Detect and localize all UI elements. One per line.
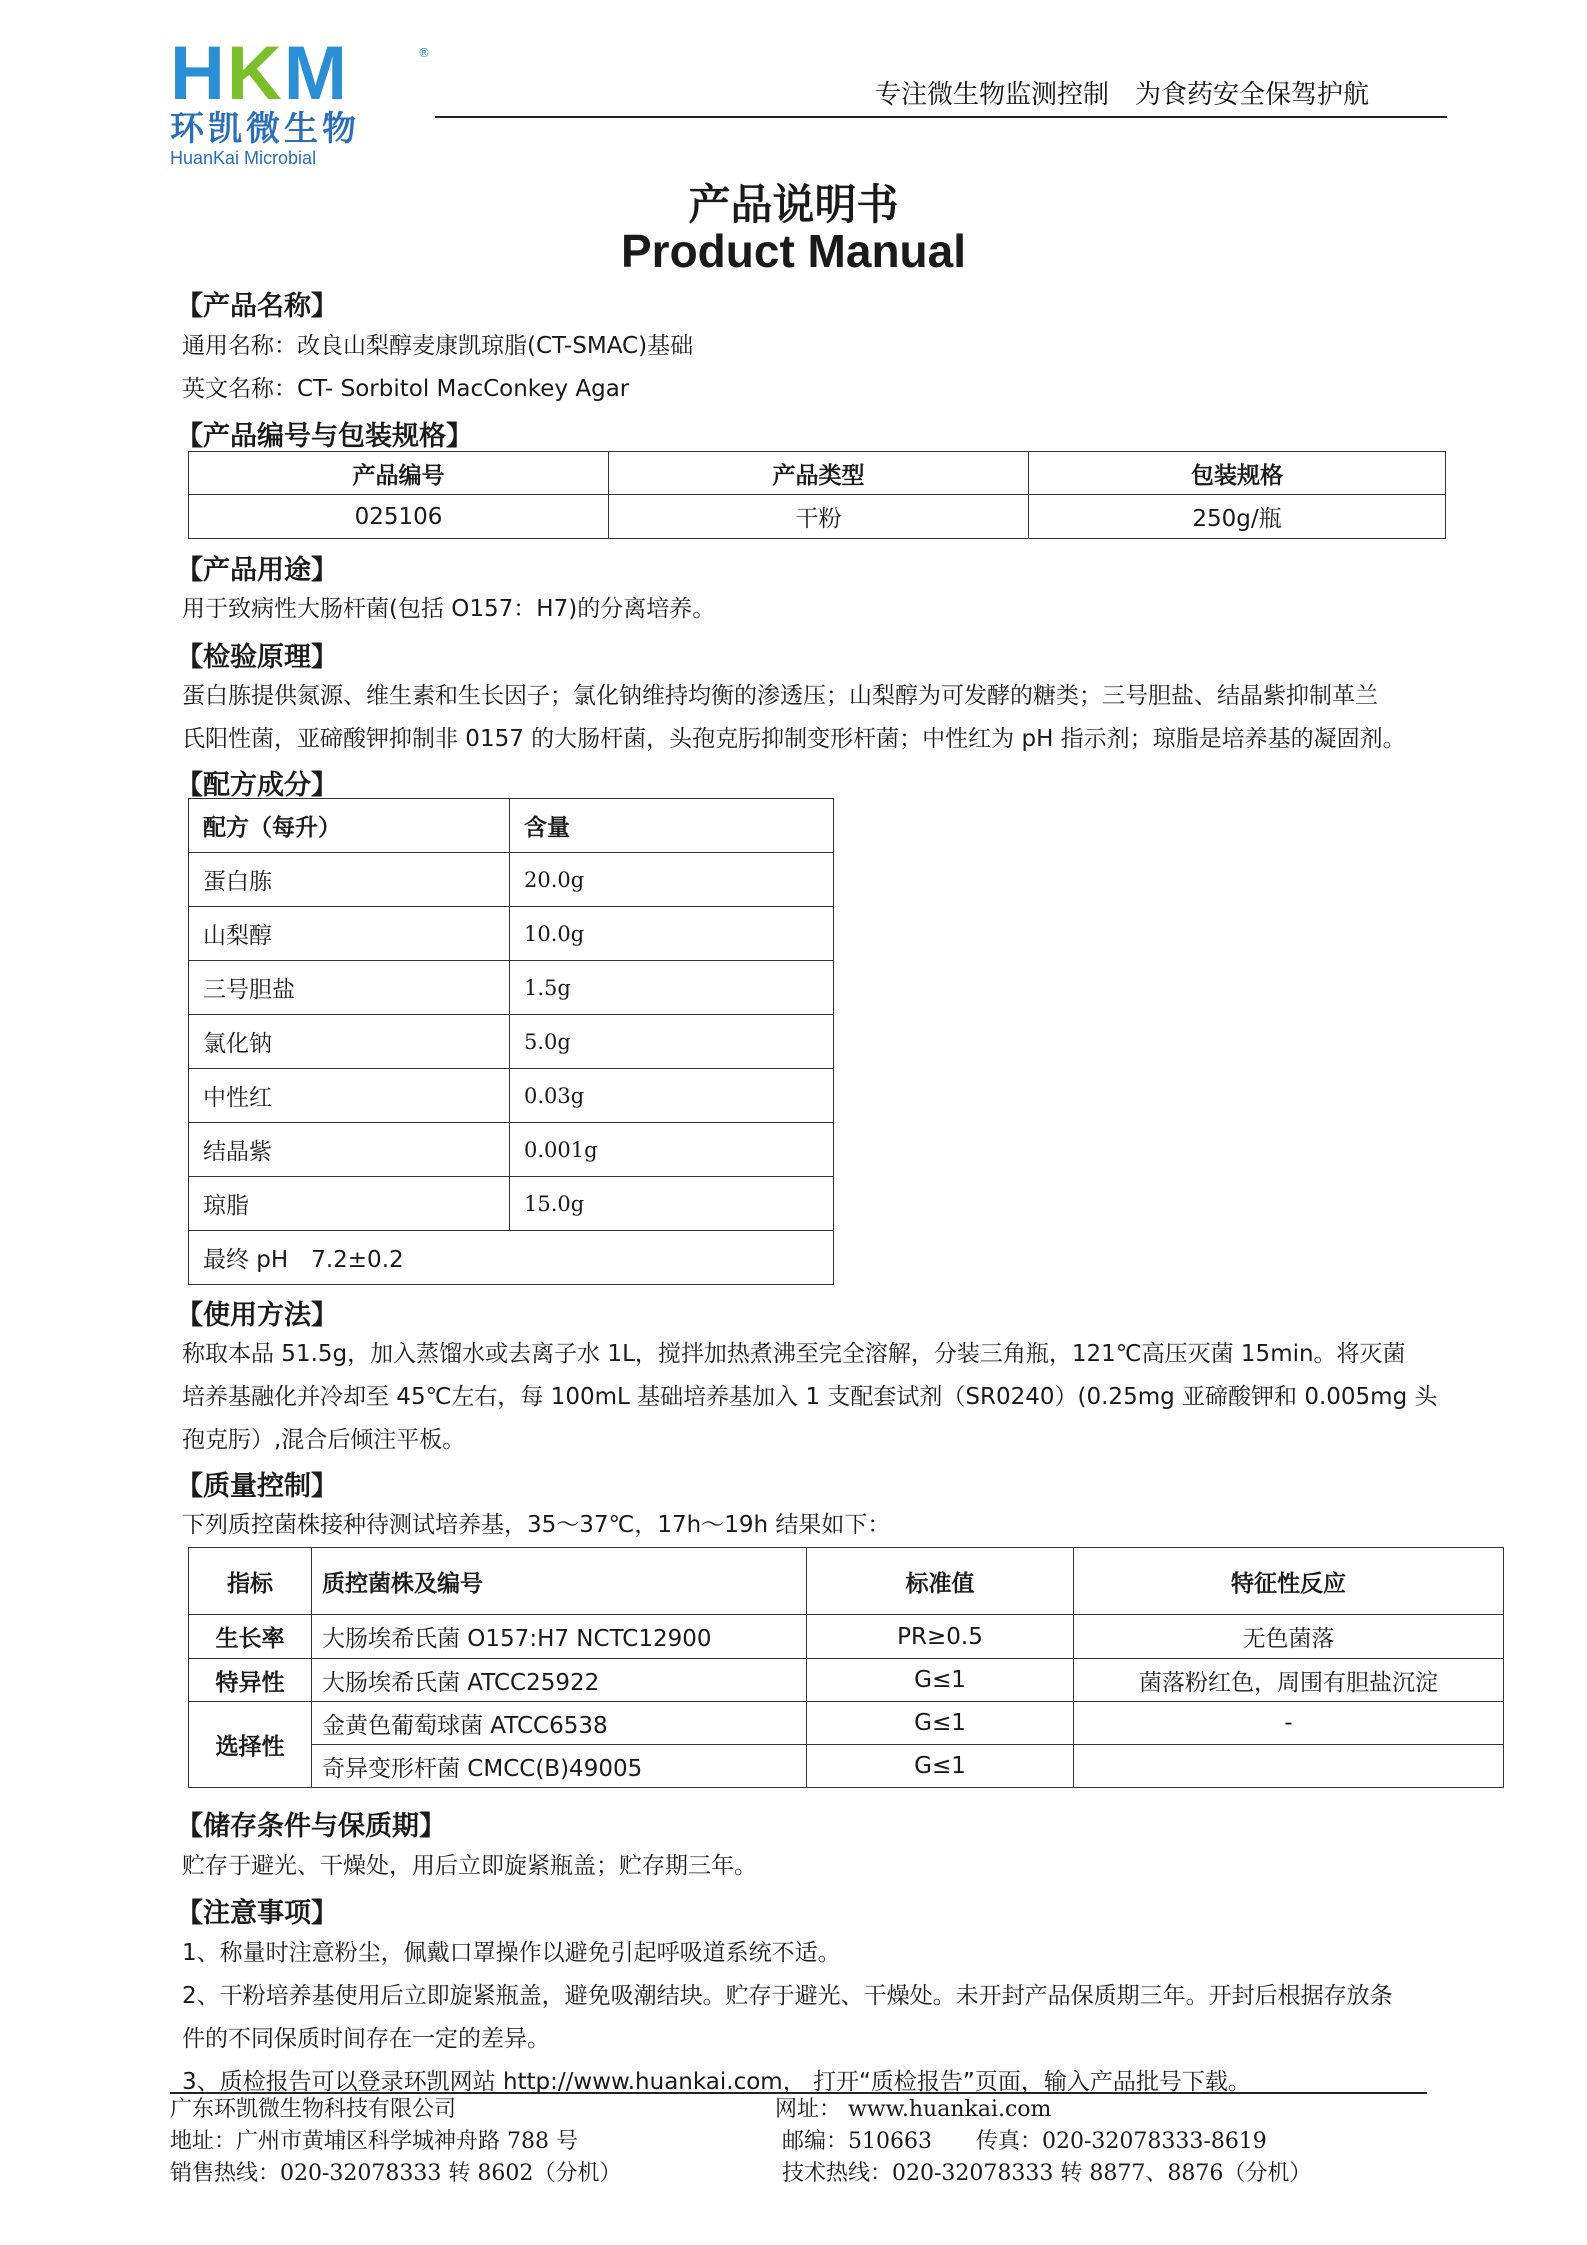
page-title-en: Product Manual	[620, 225, 967, 277]
formula-ingredient: 中性红	[189, 1069, 510, 1123]
formula-header-amount: 含量	[510, 799, 834, 853]
spec-header-code: 产品编号	[189, 452, 609, 495]
section-heading-principle: 【检验原理】	[176, 642, 338, 673]
section-heading-name: 【产品名称】	[176, 291, 338, 322]
section-heading-method: 【使用方法】	[176, 1300, 338, 1331]
registered-mark: ®	[418, 46, 430, 60]
section-heading-qc: 【质量控制】	[176, 1471, 338, 1502]
qc-table	[188, 1547, 1504, 1788]
section-heading-use: 【产品用途】	[176, 555, 338, 586]
footer-website: 网址： www.huankai.com	[775, 2097, 1052, 2122]
method-line-1: 称取本品 51.5g，加入蒸馏水或去离子水 1L，搅拌加热煮沸至完全溶解，分装三角瓶，121℃高压灭菌 15min。将灭菌	[182, 1341, 1406, 1367]
logo-english-name: HuanKai Microbial	[170, 148, 317, 168]
qc-strain: 大肠埃希氏菌 O157:H7 NCTC12900	[312, 1615, 807, 1659]
section-heading-notes: 【注意事项】	[176, 1898, 338, 1929]
note-line-2: 2、干粉培养基使用后立即旋紧瓶盖，避免吸潮结块。贮存于避光、干燥处。未开封产品保质期三年。开封后根据存放条	[182, 1983, 1393, 2009]
header-slogan: 专注微生物监测控制 为食药安全保驾护航	[875, 80, 1370, 110]
qc-intro: 下列质控菌株接种待测试培养基，35～37℃，17h～19h 结果如下：	[182, 1512, 891, 1538]
section-heading-storage: 【储存条件与保质期】	[176, 1811, 446, 1842]
qc-standard: PR≥0.5	[807, 1615, 1074, 1659]
spec-header-package: 包装规格	[1029, 452, 1446, 495]
company-logo	[170, 31, 440, 174]
method-line-2: 培养基融化并冷却至 45℃左右，每 100mL 基础培养基加入 1 支配套试剂（SR0240）(0.25mg 亚碲酸钾和 0.005mg 头	[182, 1384, 1438, 1410]
qc-reaction: 无色菌落	[1074, 1615, 1504, 1659]
formula-header-name: 配方（每升）	[189, 799, 510, 853]
section-heading-spec: 【产品编号与包装规格】	[176, 421, 473, 452]
qc-reaction	[1074, 1745, 1504, 1788]
footer-postcode-fax: 邮编：510663 传真：020-32078333-8619	[782, 2129, 1267, 2154]
principle-line-2: 氏阳性菌，亚碲酸钾抑制非 0157 的大肠杆菌，头孢克肟抑制变形杆菌；中性红为 pH 指示剂；琼脂是培养基的凝固剂。	[182, 726, 1406, 752]
qc-strain: 金黄色葡萄球菌 ATCC6538	[312, 1702, 807, 1745]
logo-letter-h: H	[170, 31, 227, 116]
footer-address: 地址：广州市黄埔区科学城神舟路 788 号	[170, 2129, 578, 2154]
qc-standard: G≤1	[807, 1702, 1074, 1745]
use-text: 用于致病性大肠杆菌(包括 O157：H7)的分离培养。	[182, 596, 716, 622]
spec-header-type: 产品类型	[609, 452, 1029, 495]
qc-strain: 大肠埃希氏菌 ATCC25922	[312, 1659, 807, 1702]
note-line-4: 3、质检报告可以登录环凯网站 http://www.huankai.com， 打开“质检报告”页面，输入产品批号下载。	[182, 2069, 1251, 2095]
qc-strain: 奇异变形杆菌 CMCC(B)49005	[312, 1745, 807, 1788]
qc-header-strain: 质控菌株及编号	[312, 1548, 807, 1615]
note-line-1: 1、称量时注意粉尘，佩戴口罩操作以避免引起呼吸道系统不适。	[182, 1940, 841, 1966]
qc-indicator: 选择性	[189, 1702, 312, 1788]
formula-ingredient: 氯化钠	[189, 1015, 510, 1069]
qc-header-reaction: 特征性反应	[1074, 1548, 1504, 1615]
formula-ingredient: 蛋白胨	[189, 853, 510, 907]
qc-standard: G≤1	[807, 1745, 1074, 1788]
formula-amount: 10.0g	[510, 907, 834, 961]
note-line-3: 件的不同保质时间存在一定的差异。	[182, 2026, 550, 2052]
spec-code: 025106	[189, 495, 609, 539]
formula-amount: 15.0g	[510, 1177, 834, 1231]
logo-letter-k: K	[226, 31, 284, 116]
formula-table	[188, 798, 834, 1285]
formula-ingredient: 琼脂	[189, 1177, 510, 1231]
footer-sales-hotline: 销售热线：020-32078333 转 8602（分机）	[170, 2161, 622, 2186]
spec-table	[188, 451, 1446, 539]
footer-company: 广东环凯微生物科技有限公司	[170, 2097, 457, 2122]
qc-standard: G≤1	[807, 1659, 1074, 1702]
formula-ingredient: 三号胆盐	[189, 961, 510, 1015]
principle-line-1: 蛋白胨提供氮源、维生素和生长因子；氯化钠维持均衡的渗透压；山梨醇为可发酵的糖类；三号胆盐、结晶紫抑制革兰	[182, 683, 1378, 709]
common-name: 通用名称：改良山梨醇麦康凯琼脂(CT-SMAC)基础	[182, 333, 694, 359]
formula-ingredient: 山梨醇	[189, 907, 510, 961]
header-divider	[435, 116, 1447, 118]
logo-letter-m: M	[283, 31, 350, 116]
method-line-3: 孢克肟）,混合后倾注平板。	[182, 1427, 466, 1453]
qc-indicator: 特异性	[189, 1659, 312, 1702]
logo-hkm	[170, 31, 440, 116]
qc-header-standard: 标准值	[807, 1548, 1074, 1615]
formula-amount: 0.001g	[510, 1123, 834, 1177]
formula-amount: 5.0g	[510, 1015, 834, 1069]
english-name: 英文名称：CT- Sorbitol MacConkey Agar	[182, 376, 630, 402]
formula-ingredient: 结晶紫	[189, 1123, 510, 1177]
qc-reaction: 菌落粉红色，周围有胆盐沉淀	[1074, 1659, 1504, 1702]
section-heading-formula: 【配方成分】	[176, 770, 338, 801]
qc-header-indicator: 指标	[189, 1548, 312, 1615]
qc-indicator: 生长率	[189, 1615, 312, 1659]
storage-text: 贮存于避光、干燥处，用后立即旋紧瓶盖；贮存期三年。	[182, 1853, 757, 1879]
formula-final-ph: 最终 pH 7.2±0.2	[189, 1231, 834, 1285]
formula-amount: 1.5g	[510, 961, 834, 1015]
formula-amount: 0.03g	[510, 1069, 834, 1123]
spec-type: 干粉	[609, 495, 1029, 539]
page-title-cn: 产品说明书	[688, 180, 899, 229]
logo-chinese-name: 环凯微生物	[170, 109, 360, 149]
qc-reaction: -	[1074, 1702, 1504, 1745]
formula-amount: 20.0g	[510, 853, 834, 907]
spec-package: 250g/瓶	[1029, 495, 1446, 539]
footer-tech-hotline: 技术热线：020-32078333 转 8877、8876（分机）	[782, 2161, 1312, 2186]
